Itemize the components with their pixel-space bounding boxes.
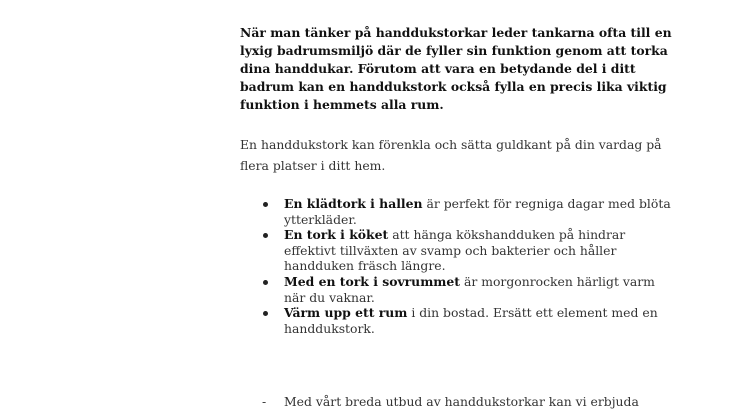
list-item — [284, 274, 680, 305]
list-item-bold: Med en tork i sovrummet — [284, 273, 461, 289]
list-item-text: i din bostad. Ersätt ett element med en handdukstork. — [284, 305, 658, 336]
list-item — [284, 305, 680, 336]
dash-list — [240, 394, 724, 410]
list-item-text: är morgonrocken härligt varm när du vaknar. — [284, 273, 655, 305]
list-item — [284, 227, 680, 274]
list-item — [284, 196, 680, 227]
article — [240, 24, 680, 409]
list-item-bold: En tork i köket — [284, 227, 389, 243]
list-item-text: är perfekt för regniga dagar med blöta ytterkläder. — [284, 196, 671, 227]
list-item-bold: Värm upp ett rum — [284, 305, 408, 321]
dash-list-item: - Med vårt breda utbud av handdukstorkar kan vi erbjuda — [284, 394, 724, 410]
list-item-bold: En klädtork i hallen — [284, 196, 423, 211]
list-item-text: att hänga kökshandduken på hindrar effektivt tillväxten av svamp och bakterier och håller handduken fräsch längre. — [284, 227, 626, 274]
lead-paragraph: När man tänker på handdukstorkar leder tankarna ofta till en lyxig badrumsmiljö där de fyller sin funktion genom att torka dina handdukar. Förutom att vara en betydande del i ditt badrum kan en handdukstork också fylla en precis lika viktig funktion i hemmets alla rum. — [240, 25, 672, 112]
intro-paragraph: En handdukstork kan förenkla och sätta guldkant på din vardag på flera platser i ditt hem. — [240, 137, 662, 173]
benefits-list — [240, 196, 680, 336]
